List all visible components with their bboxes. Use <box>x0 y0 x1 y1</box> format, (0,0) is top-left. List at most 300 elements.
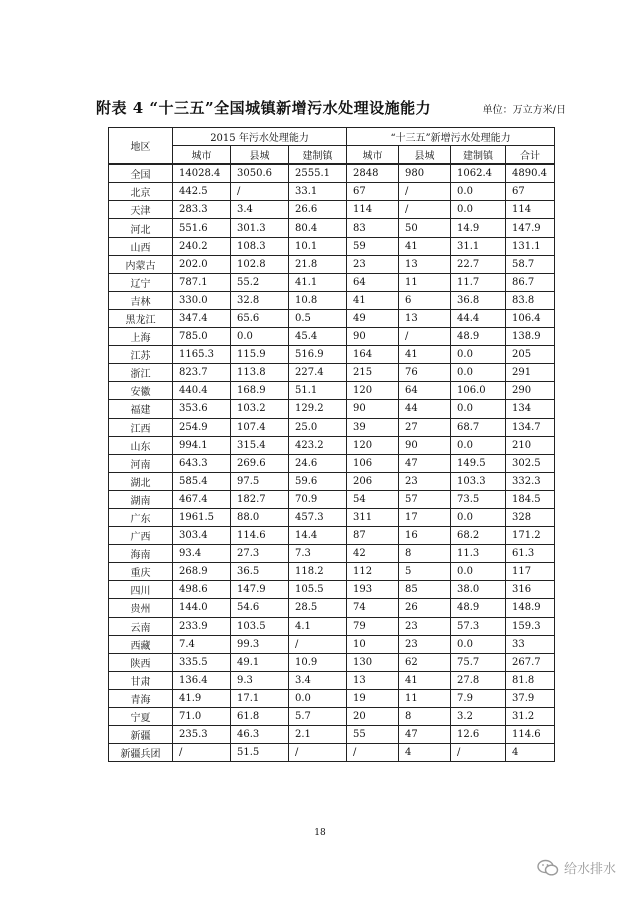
value-cell: 268.9 <box>173 563 231 581</box>
region-cell: 浙江 <box>109 364 173 382</box>
value-cell: 269.6 <box>231 454 289 472</box>
region-cell: 广西 <box>109 527 173 545</box>
value-cell: 303.4 <box>173 527 231 545</box>
region-cell: 贵州 <box>109 599 173 617</box>
col-header: 城市 <box>173 146 231 165</box>
value-cell: 291 <box>506 364 555 382</box>
value-cell: 23 <box>399 635 451 653</box>
value-cell: 86.7 <box>506 273 555 291</box>
value-cell: 27 <box>399 418 451 436</box>
value-cell: 12.6 <box>451 726 506 744</box>
value-cell: 1165.3 <box>173 346 231 364</box>
value-cell: 0.0 <box>451 201 506 219</box>
value-cell: 106.0 <box>451 382 506 400</box>
wechat-icon <box>537 859 559 877</box>
value-cell: 21.8 <box>289 255 347 273</box>
value-cell: 49.1 <box>231 653 289 671</box>
table-body <box>109 164 555 762</box>
value-cell: 5.7 <box>289 708 347 726</box>
table-row <box>109 201 555 219</box>
value-cell: 353.6 <box>173 400 231 418</box>
value-cell: 23 <box>347 255 399 273</box>
table-row <box>109 164 555 183</box>
value-cell: 31.2 <box>506 708 555 726</box>
value-cell: 67 <box>347 183 399 201</box>
table-row <box>109 581 555 599</box>
value-cell: 17 <box>399 508 451 526</box>
value-cell: 330.0 <box>173 291 231 309</box>
value-cell: 25.0 <box>289 418 347 436</box>
table-row <box>109 635 555 653</box>
value-cell: 11 <box>399 689 451 707</box>
group-header-2015: 2015 年污水处理能力 <box>173 128 347 146</box>
value-cell: 4890.4 <box>506 164 555 183</box>
value-cell: 206 <box>347 472 399 490</box>
value-cell: 64 <box>347 273 399 291</box>
value-cell: 67 <box>506 183 555 201</box>
value-cell: 823.7 <box>173 364 231 382</box>
capacity-table <box>108 127 555 762</box>
value-cell: 13 <box>399 255 451 273</box>
value-cell: 106 <box>347 454 399 472</box>
value-cell: 55 <box>347 726 399 744</box>
group-header-new: “十三五”新增污水处理能力 <box>347 128 555 146</box>
region-cell: 北京 <box>109 183 173 201</box>
value-cell: 129.2 <box>289 400 347 418</box>
value-cell: 267.7 <box>506 653 555 671</box>
value-cell: 105.5 <box>289 581 347 599</box>
value-cell: 0.5 <box>289 309 347 327</box>
value-cell: 41 <box>347 291 399 309</box>
value-cell: 22.7 <box>451 255 506 273</box>
table-row <box>109 309 555 327</box>
region-cell: 四川 <box>109 581 173 599</box>
col-header: 县城 <box>231 146 289 165</box>
value-cell: 0.0 <box>451 635 506 653</box>
value-cell: 205 <box>506 346 555 364</box>
region-cell: 云南 <box>109 617 173 635</box>
value-cell: 14.9 <box>451 219 506 237</box>
value-cell: 585.4 <box>173 472 231 490</box>
value-cell: 73.5 <box>451 490 506 508</box>
value-cell: 147.9 <box>506 219 555 237</box>
table-row <box>109 671 555 689</box>
value-cell: 68.7 <box>451 418 506 436</box>
value-cell: 0.0 <box>451 563 506 581</box>
value-cell: 138.9 <box>506 328 555 346</box>
value-cell: 54.6 <box>231 599 289 617</box>
region-cell: 黑龙江 <box>109 309 173 327</box>
table-row <box>109 436 555 454</box>
region-cell: 辽宁 <box>109 273 173 291</box>
value-cell: 41.9 <box>173 689 231 707</box>
value-cell: 42 <box>347 545 399 563</box>
value-cell: 210 <box>506 436 555 454</box>
table-row <box>109 237 555 255</box>
table-row <box>109 653 555 671</box>
value-cell: 83 <box>347 219 399 237</box>
value-cell: 47 <box>399 726 451 744</box>
value-cell: 106.4 <box>506 309 555 327</box>
value-cell: 202.0 <box>173 255 231 273</box>
value-cell: 83.8 <box>506 291 555 309</box>
value-cell: 994.1 <box>173 436 231 454</box>
value-cell: 787.1 <box>173 273 231 291</box>
col-header: 建制镇 <box>451 146 506 165</box>
value-cell: 131.1 <box>506 237 555 255</box>
table-row <box>109 472 555 490</box>
value-cell: 9.3 <box>231 671 289 689</box>
table-row <box>109 328 555 346</box>
value-cell: 41.1 <box>289 273 347 291</box>
value-cell: 61.8 <box>231 708 289 726</box>
value-cell: 13 <box>399 309 451 327</box>
col-header: 城市 <box>347 146 399 165</box>
region-cell: 安徽 <box>109 382 173 400</box>
value-cell: 23 <box>399 617 451 635</box>
region-cell: 江西 <box>109 418 173 436</box>
value-cell: / <box>231 183 289 201</box>
value-cell: / <box>399 183 451 201</box>
value-cell: 3.4 <box>289 671 347 689</box>
value-cell: 90 <box>347 328 399 346</box>
col-header: 县城 <box>399 146 451 165</box>
value-cell: / <box>289 744 347 762</box>
value-cell: 62 <box>399 653 451 671</box>
value-cell: 516.9 <box>289 346 347 364</box>
value-cell: 0.0 <box>451 400 506 418</box>
value-cell: 235.3 <box>173 726 231 744</box>
value-cell: 301.3 <box>231 219 289 237</box>
value-cell: 10.9 <box>289 653 347 671</box>
value-cell: 14.4 <box>289 527 347 545</box>
value-cell: / <box>399 328 451 346</box>
value-cell: 103.2 <box>231 400 289 418</box>
region-cell: 甘肃 <box>109 671 173 689</box>
region-cell: 湖南 <box>109 490 173 508</box>
value-cell: 347.4 <box>173 309 231 327</box>
value-cell: 81.8 <box>506 671 555 689</box>
value-cell: 182.7 <box>231 490 289 508</box>
value-cell: 85 <box>399 581 451 599</box>
value-cell: 103.5 <box>231 617 289 635</box>
value-cell: 149.5 <box>451 454 506 472</box>
value-cell: 19 <box>347 689 399 707</box>
watermark-text: 给水排水 <box>563 862 616 877</box>
value-cell: 0.0 <box>451 436 506 454</box>
region-cell: 全国 <box>109 164 173 183</box>
value-cell: 130 <box>347 653 399 671</box>
region-cell: 河北 <box>109 219 173 237</box>
value-cell: 24.6 <box>289 454 347 472</box>
value-cell: 107.4 <box>231 418 289 436</box>
value-cell: 134.7 <box>506 418 555 436</box>
value-cell: 90 <box>399 436 451 454</box>
value-cell: 2555.1 <box>289 164 347 183</box>
value-cell: / <box>289 635 347 653</box>
value-cell: 8 <box>399 708 451 726</box>
region-cell: 湖北 <box>109 472 173 490</box>
value-cell: 498.6 <box>173 581 231 599</box>
value-cell: 48.9 <box>451 599 506 617</box>
value-cell: 64 <box>399 382 451 400</box>
value-cell: 14028.4 <box>173 164 231 183</box>
value-cell: 103.3 <box>451 472 506 490</box>
value-cell: 11.7 <box>451 273 506 291</box>
value-cell: 315.4 <box>231 436 289 454</box>
value-cell: 1062.4 <box>451 164 506 183</box>
value-cell: 193 <box>347 581 399 599</box>
table-row <box>109 563 555 581</box>
value-cell: 643.3 <box>173 454 231 472</box>
value-cell: 50 <box>399 219 451 237</box>
value-cell: 290 <box>506 382 555 400</box>
region-cell: 陕西 <box>109 653 173 671</box>
value-cell: 7.9 <box>451 689 506 707</box>
table-row <box>109 382 555 400</box>
region-cell: 重庆 <box>109 563 173 581</box>
region-cell: 海南 <box>109 545 173 563</box>
value-cell: 13 <box>347 671 399 689</box>
value-cell: 148.9 <box>506 599 555 617</box>
table-row <box>109 183 555 201</box>
region-cell: 青海 <box>109 689 173 707</box>
region-cell: 新疆 <box>109 726 173 744</box>
value-cell: 980 <box>399 164 451 183</box>
region-cell: 内蒙古 <box>109 255 173 273</box>
value-cell: 44.4 <box>451 309 506 327</box>
value-cell: 8 <box>399 545 451 563</box>
header-row-1 <box>109 128 555 146</box>
value-cell: 215 <box>347 364 399 382</box>
value-cell: 147.9 <box>231 581 289 599</box>
value-cell: 45.4 <box>289 328 347 346</box>
value-cell: 0.0 <box>451 364 506 382</box>
value-cell: 31.1 <box>451 237 506 255</box>
table-row <box>109 291 555 309</box>
value-cell: 36.5 <box>231 563 289 581</box>
value-cell: 0.0 <box>451 346 506 364</box>
value-cell: 41 <box>399 346 451 364</box>
value-cell: 74 <box>347 599 399 617</box>
table-row <box>109 726 555 744</box>
page-title: 附表 4 “十三五”全国城镇新增污水处理设施能力 <box>96 99 432 117</box>
value-cell: 5 <box>399 563 451 581</box>
title-row <box>96 97 566 118</box>
value-cell: 0.0 <box>289 689 347 707</box>
value-cell: 233.9 <box>173 617 231 635</box>
value-cell: 302.5 <box>506 454 555 472</box>
table-row <box>109 744 555 762</box>
value-cell: 114.6 <box>231 527 289 545</box>
value-cell: 4.1 <box>289 617 347 635</box>
value-cell: 32.8 <box>231 291 289 309</box>
table-row <box>109 545 555 563</box>
value-cell: / <box>399 201 451 219</box>
value-cell: 87 <box>347 527 399 545</box>
value-cell: 70.9 <box>289 490 347 508</box>
value-cell: 3.2 <box>451 708 506 726</box>
region-cell: 西藏 <box>109 635 173 653</box>
col-header: 建制镇 <box>289 146 347 165</box>
value-cell: 93.4 <box>173 545 231 563</box>
value-cell: 48.9 <box>451 328 506 346</box>
value-cell: 118.2 <box>289 563 347 581</box>
value-cell: 457.3 <box>289 508 347 526</box>
value-cell: 164 <box>347 346 399 364</box>
value-cell: 102.8 <box>231 255 289 273</box>
value-cell: 7.3 <box>289 545 347 563</box>
value-cell: 311 <box>347 508 399 526</box>
watermark <box>537 858 616 877</box>
value-cell: 97.5 <box>231 472 289 490</box>
header-row-2 <box>109 146 555 165</box>
region-cell: 上海 <box>109 328 173 346</box>
value-cell: 0.0 <box>451 183 506 201</box>
value-cell: 71.0 <box>173 708 231 726</box>
value-cell: 57.3 <box>451 617 506 635</box>
region-cell: 广东 <box>109 508 173 526</box>
value-cell: 80.4 <box>289 219 347 237</box>
value-cell: 184.5 <box>506 490 555 508</box>
value-cell: 11 <box>399 273 451 291</box>
value-cell: 68.2 <box>451 527 506 545</box>
region-cell: 河南 <box>109 454 173 472</box>
value-cell: 46.3 <box>231 726 289 744</box>
value-cell: 49 <box>347 309 399 327</box>
value-cell: 171.2 <box>506 527 555 545</box>
value-cell: 7.4 <box>173 635 231 653</box>
value-cell: 44 <box>399 400 451 418</box>
value-cell: 144.0 <box>173 599 231 617</box>
value-cell: 114 <box>347 201 399 219</box>
value-cell: 2848 <box>347 164 399 183</box>
table-row <box>109 454 555 472</box>
table-row <box>109 689 555 707</box>
value-cell: 2.1 <box>289 726 347 744</box>
value-cell: 26 <box>399 599 451 617</box>
value-cell: 26.6 <box>289 201 347 219</box>
value-cell: 467.4 <box>173 490 231 508</box>
value-cell: 75.7 <box>451 653 506 671</box>
value-cell: 254.9 <box>173 418 231 436</box>
value-cell: 28.5 <box>289 599 347 617</box>
value-cell: 27.8 <box>451 671 506 689</box>
page-number: 18 <box>314 828 326 838</box>
region-cell: 福建 <box>109 400 173 418</box>
region-cell: 天津 <box>109 201 173 219</box>
value-cell: 6 <box>399 291 451 309</box>
value-cell: / <box>451 744 506 762</box>
value-cell: 117 <box>506 563 555 581</box>
table-row <box>109 400 555 418</box>
value-cell: 79 <box>347 617 399 635</box>
value-cell: 11.3 <box>451 545 506 563</box>
value-cell: 120 <box>347 436 399 454</box>
table-row <box>109 346 555 364</box>
value-cell: 76 <box>399 364 451 382</box>
value-cell: 27.3 <box>231 545 289 563</box>
value-cell: 37.9 <box>506 689 555 707</box>
value-cell: 4 <box>506 744 555 762</box>
value-cell: 108.3 <box>231 237 289 255</box>
region-cell: 新疆兵团 <box>109 744 173 762</box>
table-row <box>109 708 555 726</box>
value-cell: 41 <box>399 671 451 689</box>
region-cell: 吉林 <box>109 291 173 309</box>
value-cell: 316 <box>506 581 555 599</box>
value-cell: 159.3 <box>506 617 555 635</box>
col-header: 合计 <box>506 146 555 165</box>
value-cell: 442.5 <box>173 183 231 201</box>
value-cell: 240.2 <box>173 237 231 255</box>
value-cell: 23 <box>399 472 451 490</box>
value-cell: 57 <box>399 490 451 508</box>
value-cell: 134 <box>506 400 555 418</box>
value-cell: 332.3 <box>506 472 555 490</box>
value-cell: 61.3 <box>506 545 555 563</box>
region-cell: 江苏 <box>109 346 173 364</box>
value-cell: 59 <box>347 237 399 255</box>
value-cell: 10.8 <box>289 291 347 309</box>
value-cell: 440.4 <box>173 382 231 400</box>
value-cell: 136.4 <box>173 671 231 689</box>
region-header: 地区 <box>109 128 173 165</box>
value-cell: 33.1 <box>289 183 347 201</box>
value-cell: 328 <box>506 508 555 526</box>
value-cell: 113.8 <box>231 364 289 382</box>
value-cell: 99.3 <box>231 635 289 653</box>
table-row <box>109 527 555 545</box>
value-cell: 551.6 <box>173 219 231 237</box>
table-row <box>109 490 555 508</box>
value-cell: 0.0 <box>231 328 289 346</box>
value-cell: 38.0 <box>451 581 506 599</box>
value-cell: 88.0 <box>231 508 289 526</box>
value-cell: 55.2 <box>231 273 289 291</box>
value-cell: 227.4 <box>289 364 347 382</box>
value-cell: 283.3 <box>173 201 231 219</box>
value-cell: 114.6 <box>506 726 555 744</box>
value-cell: 168.9 <box>231 382 289 400</box>
value-cell: 114 <box>506 201 555 219</box>
value-cell: 51.5 <box>231 744 289 762</box>
value-cell: 4 <box>399 744 451 762</box>
value-cell: 41 <box>399 237 451 255</box>
table-row <box>109 255 555 273</box>
value-cell: 423.2 <box>289 436 347 454</box>
table-row <box>109 219 555 237</box>
value-cell: / <box>173 744 231 762</box>
value-cell: 3050.6 <box>231 164 289 183</box>
table-row <box>109 617 555 635</box>
region-cell: 山西 <box>109 237 173 255</box>
value-cell: 115.9 <box>231 346 289 364</box>
value-cell: 112 <box>347 563 399 581</box>
table-row <box>109 508 555 526</box>
value-cell: 65.6 <box>231 309 289 327</box>
table-row <box>109 599 555 617</box>
value-cell: 54 <box>347 490 399 508</box>
value-cell: 785.0 <box>173 328 231 346</box>
value-cell: 51.1 <box>289 382 347 400</box>
value-cell: 39 <box>347 418 399 436</box>
value-cell: 59.6 <box>289 472 347 490</box>
table-row <box>109 418 555 436</box>
value-cell: 1961.5 <box>173 508 231 526</box>
value-cell: 33 <box>506 635 555 653</box>
value-cell: 16 <box>399 527 451 545</box>
